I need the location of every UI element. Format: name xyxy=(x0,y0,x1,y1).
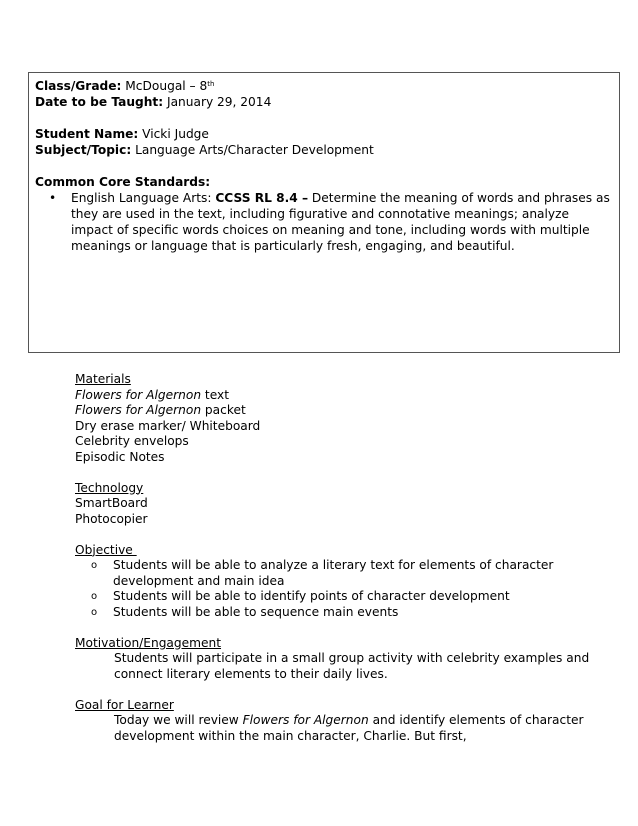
technology-section xyxy=(75,481,615,528)
materials-item: Dry erase marker/ Whiteboard xyxy=(75,418,261,433)
subject-value: Language Arts/Character Development xyxy=(135,143,374,157)
motivation-heading: Motivation/Engagement xyxy=(75,635,222,650)
materials-heading: Materials xyxy=(75,372,131,386)
circle-bullet-icon: o xyxy=(91,560,98,571)
standards-heading: Common Core Standards: xyxy=(35,175,211,189)
materials-item: Flowers for Algernon text xyxy=(75,387,229,402)
goal-text: Today we will review Flowers for Algernon and identify elements of character development within the main character, Charlie. But first, xyxy=(114,713,584,743)
technology-item: SmartBoard xyxy=(75,496,148,510)
objective-item: o Students will be able to analyze a literary text for elements of character development and main idea xyxy=(91,558,554,588)
date-line xyxy=(35,94,613,110)
circle-bullet-icon: o xyxy=(91,591,98,602)
subject-label: Subject/Topic: xyxy=(35,143,132,157)
objective-heading: Objective xyxy=(75,542,137,557)
technology-heading: Technology xyxy=(75,480,144,495)
lesson-body xyxy=(75,372,615,760)
standard-text: Determine the meaning of words and phrases as they are used in the text, including figurative and connotative meanings; analyze impact of specific words choices on meaning and tone, including words with multiple meanings or language that is particularly fresh, engaging, and beautiful. xyxy=(71,191,610,253)
standard-prefix: English Language Arts: xyxy=(71,191,216,205)
date-label: Date to be Taught: xyxy=(35,95,164,109)
motivation-text: Students will participate in a small group activity with celebrity examples and connect literary elements to their daily lives. xyxy=(114,651,590,681)
goal-section xyxy=(75,698,615,745)
standard-code: CCSS RL 8.4 – xyxy=(215,191,309,205)
motivation-section xyxy=(75,636,615,683)
technology-item: Photocopier xyxy=(75,511,148,526)
materials-item: Flowers for Algernon packet xyxy=(75,403,246,417)
class-grade-line xyxy=(35,78,613,94)
bullet-icon: • xyxy=(49,191,57,205)
class-grade-sup: th xyxy=(207,80,215,88)
objective-section xyxy=(75,543,615,621)
student-line xyxy=(35,126,613,142)
objective-item: o Students will be able to sequence main events xyxy=(91,604,399,619)
standard-item xyxy=(49,190,613,254)
date-value: January 29, 2014 xyxy=(166,95,272,109)
lesson-header-box xyxy=(28,72,620,353)
student-label: Student Name: xyxy=(35,127,139,141)
class-grade-label: Class/Grade: xyxy=(35,79,122,93)
materials-item: Celebrity envelops xyxy=(75,434,189,448)
objective-item: o Students will be able to identify points of character development xyxy=(91,589,510,603)
materials-section xyxy=(75,372,615,465)
materials-item: Episodic Notes xyxy=(75,449,165,464)
class-grade-value: McDougal – 8 xyxy=(125,79,208,93)
goal-heading: Goal for Learner xyxy=(75,697,174,712)
circle-bullet-icon: o xyxy=(91,606,98,618)
student-value: Vicki Judge xyxy=(142,127,209,141)
subject-line xyxy=(35,142,613,158)
